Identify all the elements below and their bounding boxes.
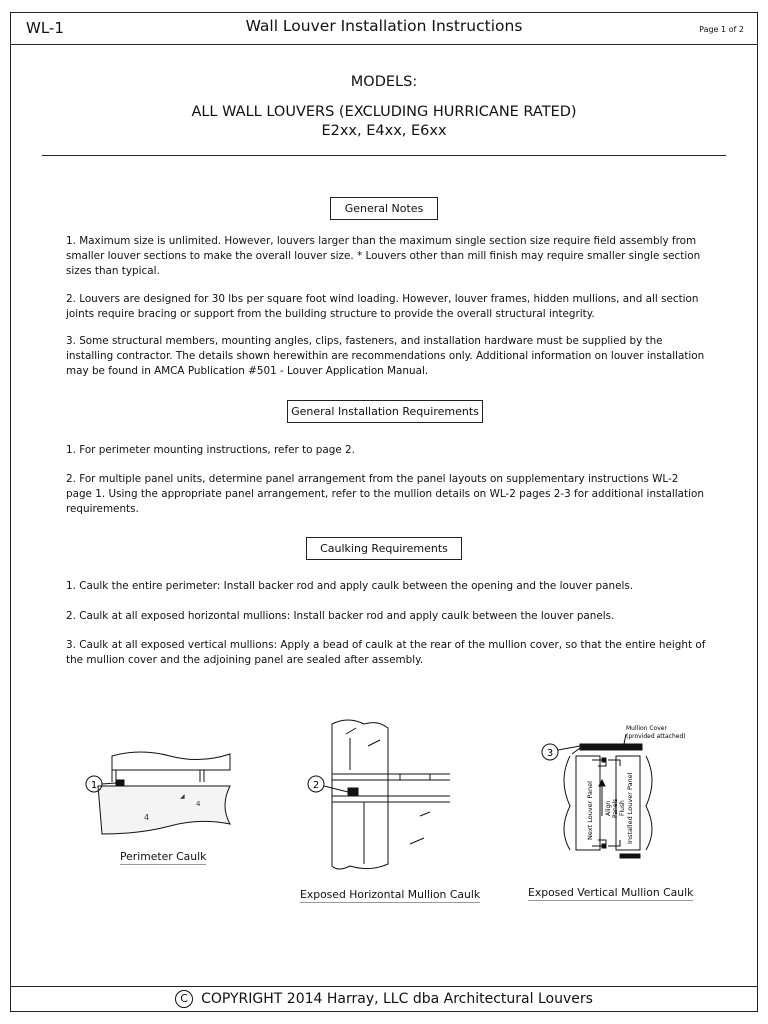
general-notes-title: General Notes: [330, 197, 438, 220]
svg-text:◢: ◢: [180, 793, 185, 800]
mullion-cover-sub-label: (provided attached): [626, 733, 686, 740]
next-louver-panel-label: Next Louver Panel: [586, 781, 594, 840]
align-label-2: Panels: [612, 798, 619, 818]
caulking-item-1: 1. Caulk the entire perimeter: Install backer rod and apply caulk between the opening and the louver panels.: [66, 580, 634, 592]
page-number: Page 1 of 2: [699, 25, 744, 34]
installation-title: General Installation Requirements: [287, 400, 483, 423]
vertical-mullion-diagram: [536, 720, 706, 870]
mullion-cover-label: Mullion Cover: [626, 725, 667, 732]
document-id: WL-1: [26, 19, 64, 37]
vertical-mullion-caption: Exposed Vertical Mullion Caulk: [528, 886, 694, 899]
perimeter-caulk-diagram: [80, 748, 240, 848]
svg-text:4: 4: [144, 813, 150, 822]
caulking-item-3: 3. Caulk at all exposed vertical mullions: Apply a bead of caulk at the rear of the mullion cover, so that the entire height of the mullion cover and the adjoining panel are sealed after assembly.: [66, 639, 706, 666]
copyright-line: [10, 990, 758, 1008]
header-bar: [10, 12, 758, 45]
document-title: Wall Louver Installation Instructions: [245, 17, 523, 35]
horizontal-mullion-diagram: [300, 716, 460, 876]
fig3-number: 3: [546, 748, 554, 759]
general-note-3: 3. Some structural members, mounting angles, clips, fasteners, and installation hardware must be supplied by the installing contractor. The details shown herewithin are recommendations only. Additional information on louver installation may be found in AMCA Publication #501 - Louver Application Manual.: [66, 335, 705, 377]
installation-item-1: 1. For perimeter mounting instructions, refer to page 2.: [66, 444, 355, 456]
installation-item-2: 2. For multiple panel units, determine panel arrangement from the panel layouts on supplementary instructions WL-2 page 1. Using the appropriate panel arrangement, refer to the mullion details on WL-2 pages 2-3 for additional installation requirements.: [66, 473, 704, 515]
models-line-1: ALL WALL LOUVERS (EXCLUDING HURRICANE RATED): [191, 104, 577, 120]
align-label-1: Align: [605, 800, 612, 816]
copyright-icon: C: [175, 990, 193, 1008]
copyright-text: COPYRIGHT 2014 Harray, LLC dba Architectural Louvers: [201, 991, 593, 1007]
fig2-number: 2: [312, 780, 320, 791]
perimeter-caulk-caption: Perimeter Caulk: [120, 850, 207, 863]
horizontal-mullion-caption: Exposed Horizontal Mullion Caulk: [300, 888, 481, 901]
general-note-2: 2. Louvers are designed for 30 lbs per square foot wind loading. However, louver frames, hidden mullions, and all section joints require bracing or support from the building structure to provide the overall structural integrity.: [66, 293, 699, 320]
models-heading: MODELS:: [350, 74, 418, 90]
divider: [42, 155, 726, 156]
caulking-item-2: 2. Caulk at all exposed horizontal mullions: Install backer rod and apply caulk between the louver panels.: [66, 610, 615, 622]
models-line-2: E2xx, E4xx, E6xx: [321, 123, 447, 139]
caulking-title: Caulking Requirements: [306, 537, 462, 560]
fig1-number: 1: [90, 780, 98, 791]
svg-text:4: 4: [196, 800, 201, 808]
installed-louver-panel-label: Installed Louver Panel: [626, 772, 634, 844]
footer-bar: [10, 986, 758, 1012]
general-note-1: 1. Maximum size is unlimited. However, louvers larger than the maximum single section size require field assembly from smaller louver sections to make the overall louver size. * Louvers other than mill finish may require smaller single section sizes than typical.: [66, 235, 701, 277]
align-label-3: Flush: [619, 800, 626, 816]
